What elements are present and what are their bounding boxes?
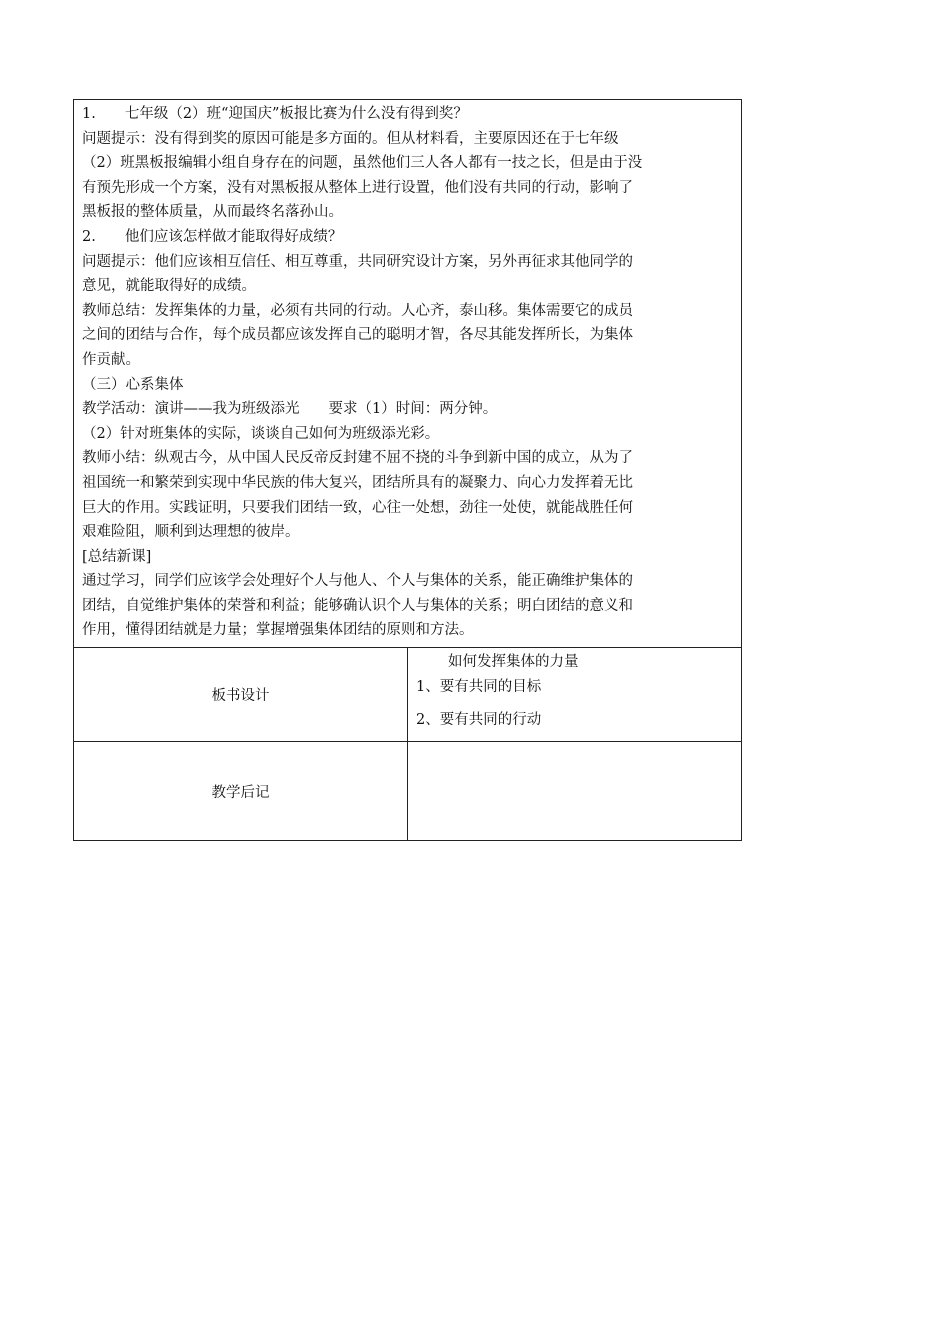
text-line: 教师总结：发挥集体的力量，必须有共同的行动。人心齐，泰山移。集体需要它的成员 <box>82 302 633 319</box>
text-line: 巨大的作用。实践证明，只要我们团结一致，心往一处想，劲往一处使，就能战胜任何 <box>82 499 633 516</box>
text-line: 有预先形成一个方案，没有对黑板报从整体上进行设置，他们没有共同的行动，影响了 <box>82 179 633 196</box>
text-line: 2. 他们应该怎样做才能取得好成绩？ <box>82 228 343 245</box>
board-design-title: 如何发挥集体的力量 <box>448 654 579 671</box>
section-heading: （三）心系集体 <box>82 376 184 393</box>
text-line: 问题提示：他们应该相互信任、相互尊重，共同研究设计方案，另外再征求其他同学的 <box>82 253 633 270</box>
board-design-item: 2、要有共同的行动 <box>416 712 542 729</box>
text-line: （2）班黑板报编辑小组自身存在的问题，虽然他们三人各人都有一技之长，但是由于没 <box>82 155 643 172</box>
text-line: 黑板报的整体质量，从而最终名落孙山。 <box>82 204 343 221</box>
text-line: 之间的团结与合作，每个成员都应该发挥自己的聪明才智，各尽其能发挥所长，为集体 <box>82 327 633 344</box>
text-line: 通过学习，同学们应该学会处理好个人与他人、个人与集体的关系，能正确维护集体的 <box>82 573 633 590</box>
teaching-notes-content <box>408 742 742 841</box>
section-heading: [总结新课] <box>82 548 152 565</box>
text-line: 教师小结：纵观古今，从中国人民反帝反封建不屈不挠的斗争到新中国的成立，从为了 <box>82 450 633 467</box>
text-line: 教学活动：演讲——我为班级添光 要求（1）时间：两分钟。 <box>82 401 498 418</box>
teaching-notes-row <box>74 742 742 841</box>
text-line: 作用，懂得团结就是力量；掌握增强集体团结的原则和方法。 <box>82 622 474 639</box>
text-line: 团结，自觉维护集体的荣誉和利益；能够确认识个人与集体的关系；明白团结的意义和 <box>82 597 633 614</box>
teaching-notes-label: 教学后记 <box>74 742 408 841</box>
text-line: 问题提示：没有得到奖的原因可能是多方面的。但从材料看，主要原因还在于七年级 <box>82 130 619 147</box>
text-line: 1. 七年级（2）班“迎国庆”板报比赛为什么没有得到奖？ <box>82 106 468 122</box>
text-line: 祖国统一和繁荣到实现中华民族的伟大复兴，团结所具有的凝聚力、向心力发挥着无比 <box>82 474 633 491</box>
text-line: （2）针对班集体的实际，谈谈自己如何为班级添光彩。 <box>82 425 440 442</box>
text-line: 意见，就能取得好的成绩。 <box>82 278 256 295</box>
lesson-plan-table <box>73 99 742 841</box>
board-design-label: 板书设计 <box>74 648 408 742</box>
lesson-content-row <box>74 100 742 648</box>
text-line: 艰难险阻，顺利到达理想的彼岸。 <box>82 524 300 541</box>
board-design-item: 1、要有共同的目标 <box>416 679 542 696</box>
board-design-row <box>74 648 742 742</box>
board-design-content <box>408 648 742 742</box>
lesson-content-cell <box>74 100 742 648</box>
text-line: 作贡献。 <box>82 351 140 368</box>
